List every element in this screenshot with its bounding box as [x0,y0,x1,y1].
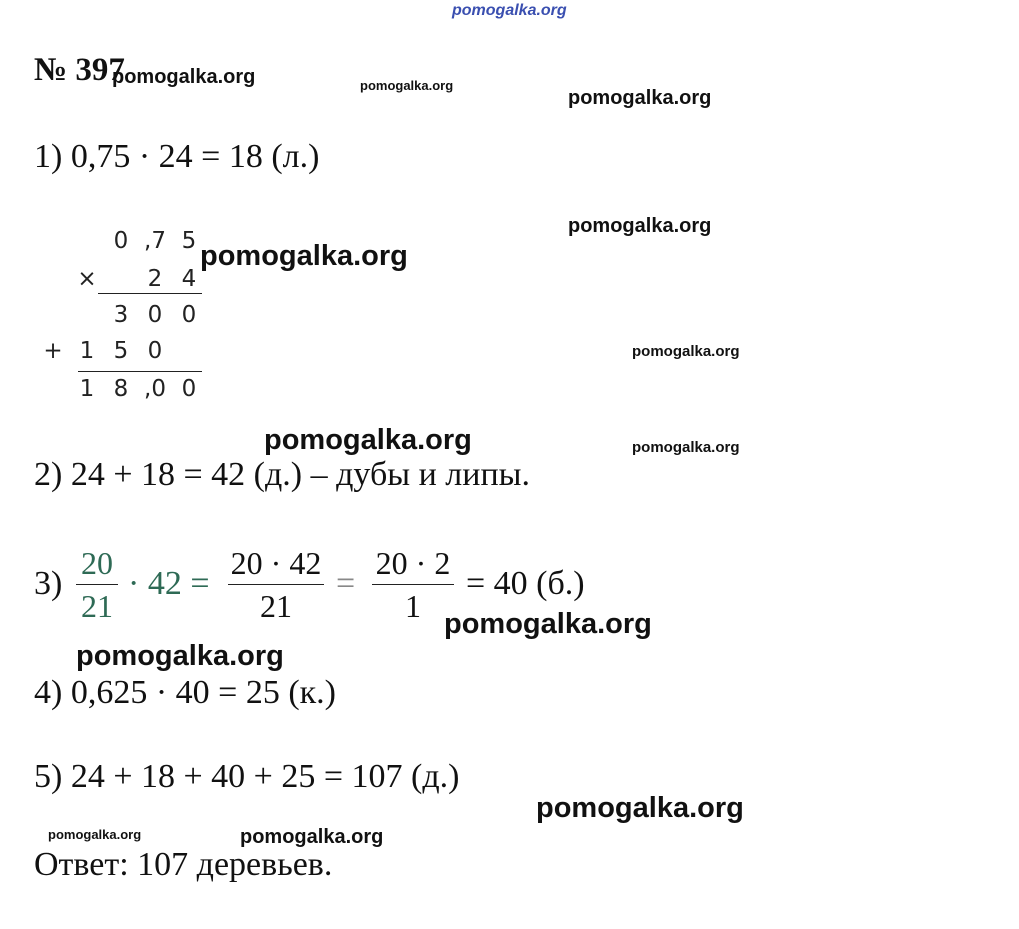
step-4: 4) 0,625 · 40 = 25 (к.) [34,674,336,711]
watermark: pomogalka.org [76,640,284,672]
watermark: pomogalka.org [444,608,652,640]
step-3-result: = 40 (б.) [466,565,585,602]
step-3-eq: = [336,565,356,602]
watermark: pomogalka.org [568,87,712,109]
watermark: pomogalka.org [536,792,744,824]
watermark: pomogalka.org [568,215,712,237]
watermark: pomogalka.org [48,827,142,842]
fraction-20-21: 20 21 [76,544,118,625]
column-rule-2 [78,371,202,372]
step-5: 5) 24 + 18 + 40 + 25 = 107 (д.) [34,758,460,795]
column-row-2: × 2 4 [77,266,197,292]
watermark: pomogalka.org [200,240,408,272]
top-site-link[interactable]: pomogalka.org [452,2,567,19]
fraction-reduced: 20 · 2 1 [372,544,454,625]
watermark: pomogalka.org [240,826,384,848]
column-row-5: 1 8 ,0 0 [79,376,197,402]
watermark: pomogalka.org [632,439,740,456]
column-rule-1 [98,293,202,294]
watermark: pomogalka.org [360,78,454,93]
step-1: 1) 0,75 · 24 = 18 (л.) [34,138,320,175]
step-2: 2) 24 + 18 = 42 (д.) – дубы и липы. [34,456,531,493]
column-row-3: 3 0 0 [113,302,197,328]
watermark: pomogalka.org [112,66,256,88]
column-row-1: 0 ,7 5 [113,228,197,254]
answer: Ответ: 107 деревьев. [34,846,333,883]
watermark: pomogalka.org [632,343,740,360]
fraction-product: 20 · 42 21 [228,544,324,625]
problem-number: № 397 [34,52,125,88]
watermark: pomogalka.org [264,424,472,456]
step-3-prefix: 3) [34,565,63,602]
column-row-4: + 1 5 0 [43,338,163,364]
step-3-mult: · 42 = [128,565,210,602]
